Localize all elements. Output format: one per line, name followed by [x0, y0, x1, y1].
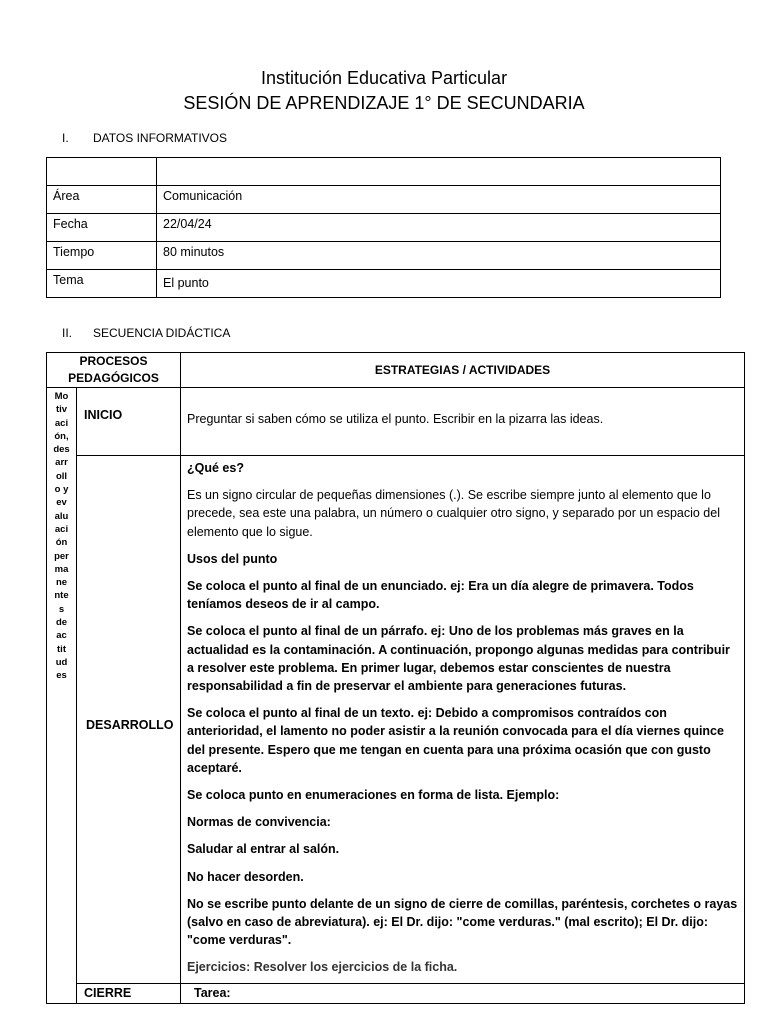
desarrollo-activities	[181, 456, 745, 984]
vertical-note-line: o y	[54, 484, 69, 496]
section-number: II.	[62, 326, 73, 340]
institution-title: Institución Educativa Particular	[260, 68, 508, 88]
vertical-note-line: ne	[55, 577, 68, 589]
no-use-rule: No se escribe punto delante de un signo de cierre de comillas, paréntesis, corchetes o rayas (salvo en caso de abreviatura). ej: El Dr. dijo: "come verduras." (mal escrito); El Dr. dijo: "come verduras".	[187, 896, 738, 948]
vertical-note-line: ud	[55, 656, 68, 668]
table-header-row	[47, 353, 745, 388]
vertical-note	[47, 388, 77, 1004]
vertical-note-line: aci	[54, 523, 69, 535]
phase-inicio: INICIO	[77, 388, 181, 456]
sequence-table	[46, 352, 745, 1004]
vertical-note-line: nte	[54, 590, 69, 602]
table-row	[47, 186, 721, 214]
vertical-note-line: de	[55, 617, 68, 629]
info-value	[157, 158, 721, 186]
use-item: Se coloca el punto al final de un párrafo. ej: Uno de los problemas más graves en la actualidad es la contaminación. A continuación, propongo algunas medidas para contribuir a resolver este problema. En primer lugar, debemos estar conscientes de nuestra responsabilidad a fin de preservar el ambiente para generaciones futuras.	[187, 624, 730, 694]
list-title: Normas de convivencia:	[187, 815, 331, 830]
vertical-note-line: oll	[55, 470, 68, 482]
info-value: 80 minutos	[157, 242, 721, 270]
list-item: Saludar al entrar al salón.	[187, 842, 340, 857]
info-label: Tema	[47, 270, 157, 298]
header-processes: PROCESOS PEDAGÓGICOS	[47, 353, 181, 388]
table-row	[47, 456, 745, 984]
phase-cierre: CIERRE	[77, 983, 181, 1003]
vertical-note-line: des	[53, 444, 70, 456]
section-number: I.	[62, 131, 69, 145]
table-row	[47, 983, 745, 1003]
table-row	[47, 242, 721, 270]
use-item: Se coloca punto en enumeraciones en forma de lista. Ejemplo:	[187, 788, 560, 803]
vertical-note-line: es	[56, 670, 67, 682]
info-table	[46, 157, 721, 298]
vertical-note-line: tiv	[55, 404, 68, 416]
vertical-note-line: alu	[54, 510, 69, 522]
header-strategies: ESTRATEGIAS / ACTIVIDADES	[181, 353, 745, 388]
table-row	[47, 158, 721, 186]
vertical-note-line: ón	[55, 537, 68, 549]
info-label	[47, 158, 157, 186]
vertical-note-line: aci	[54, 417, 69, 429]
vertical-note-line: arr	[55, 457, 68, 469]
use-item: Se coloca el punto al final de un texto. ej: Debido a compromisos contraídos con anterioridad, el lamento no poder asistir a la reunión convocada para el día viernes quince del presente. Espero que me tengan en cuenta para una próxima ocasión que con gusto aceptaré.	[187, 706, 724, 775]
uses-heading: Usos del punto	[187, 551, 278, 566]
vertical-note-line: ev	[56, 497, 67, 509]
info-label: Fecha	[47, 214, 157, 242]
info-label: Área	[47, 186, 157, 214]
definition-text: Es un signo circular de pequeñas dimensiones (.). Se escribe siempre junto al elemento que lo precede, sea este una palabra, un número o cualquier otro signo, y separado por un espacio del elemento que lo sigue.	[187, 488, 720, 539]
list-item: No hacer desorden.	[187, 869, 304, 884]
cierre-activity: Tarea:	[181, 983, 745, 1003]
vertical-note-line: Mo	[54, 391, 69, 402]
vertical-note-line: s	[58, 603, 65, 615]
vertical-note-line: per	[54, 550, 69, 562]
use-item: Se coloca el punto al final de un enunciado. ej: Era un día alegre de primavera. Todos teníamos deseos de ir al campo.	[187, 579, 694, 612]
vertical-note-line: ac	[56, 630, 67, 642]
phase-desarrollo: DESARROLLO	[77, 456, 181, 984]
inicio-activity: Preguntar si saben cómo se utiliza el punto. Escribir en la pizarra las ideas.	[181, 388, 745, 456]
vertical-note-line: tit	[57, 643, 66, 655]
info-value: 22/04/24	[157, 214, 721, 242]
vertical-note-line: ón,	[54, 430, 69, 442]
table-row	[47, 270, 721, 298]
what-is-heading: ¿Qué es?	[187, 461, 244, 475]
info-value: El punto	[157, 270, 721, 298]
section-title: DATOS INFORMATIVOS	[93, 131, 228, 145]
vertical-note-line: ma	[54, 563, 69, 575]
table-row	[47, 388, 745, 456]
session-title: SESIÓN DE APRENDIZAJE 1° DE SECUNDARIA	[183, 93, 585, 113]
exercises-text: Ejercicios: Resolver los ejercicios de la ficha.	[187, 960, 458, 975]
info-value: Comunicación	[157, 186, 721, 214]
info-label: Tiempo	[47, 242, 157, 270]
section-title: SECUENCIA DIDÁCTICA	[93, 326, 231, 340]
table-row	[47, 214, 721, 242]
